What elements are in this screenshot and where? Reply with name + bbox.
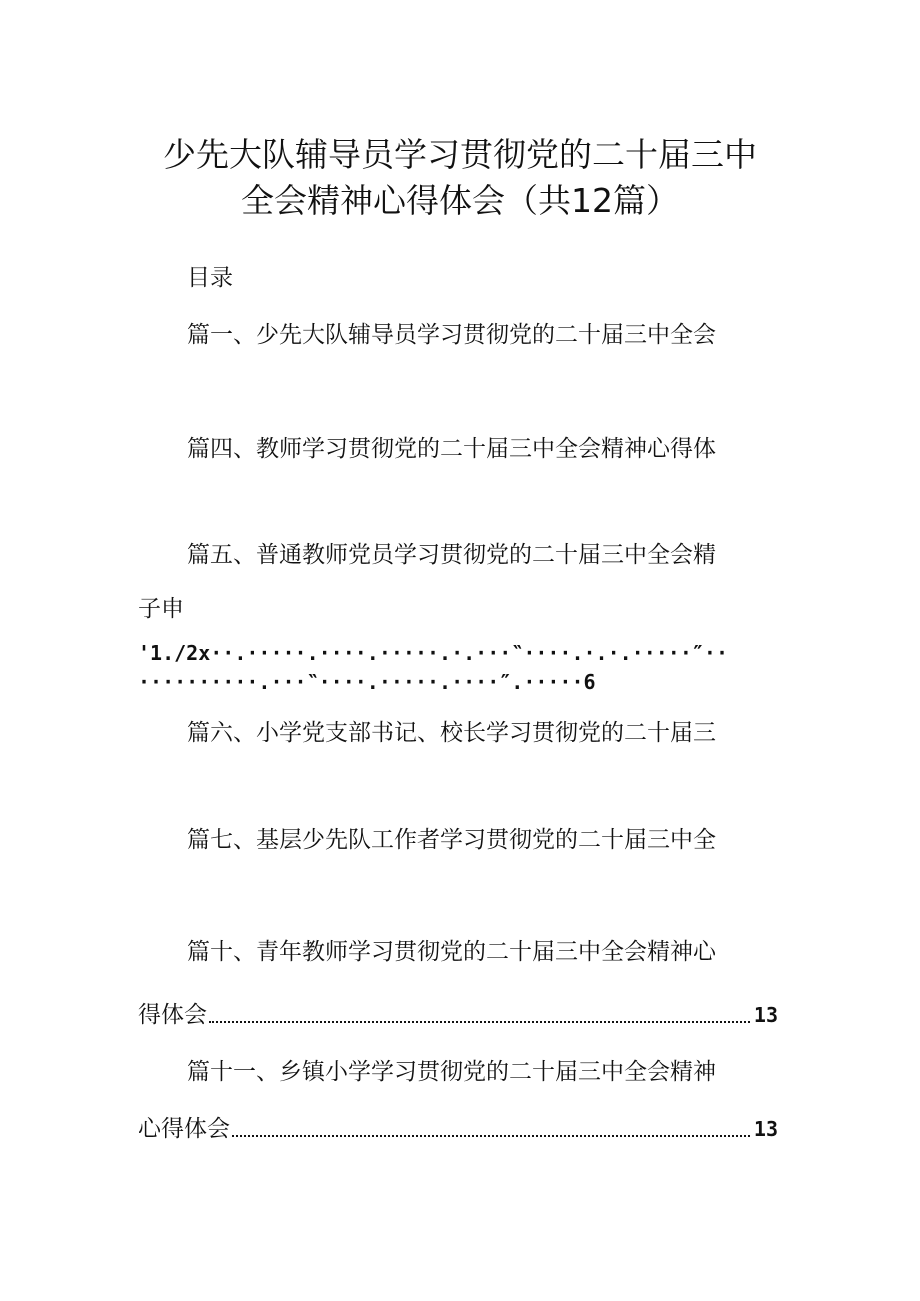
toc-entry-10-leader-row[interactable] xyxy=(138,1000,778,1030)
document-title-line-2: 全会精神心得体会（共12篇） xyxy=(241,181,679,220)
toc-entry-10[interactable]: 篇十、青年教师学习贯彻党的二十届三中全会精神心 xyxy=(187,939,716,965)
toc-entry-1[interactable]: 篇一、少先大队辅导员学习贯彻党的二十届三中全会 xyxy=(187,322,716,348)
page-number: 13 xyxy=(753,1117,778,1141)
toc-entry-11-continuation: 心得体会 xyxy=(138,1116,230,1142)
toc-entry-11-leader-row[interactable] xyxy=(138,1114,778,1144)
toc-entry-6[interactable]: 篇六、小学党支部书记、校长学习贯彻党的二十届三 xyxy=(187,720,716,746)
toc-entry-11[interactable]: 篇十一、乡镇小学学习贯彻党的二十届三中全会精神 xyxy=(187,1059,716,1085)
toc-entry-10-continuation: 得体会 xyxy=(138,1002,207,1028)
toc-heading: 目录 xyxy=(187,265,233,291)
dot-leader xyxy=(232,1135,750,1137)
document-title-line-1: 少先大队辅导员学习贯彻党的二十届三中 xyxy=(163,135,757,174)
toc-entry-4[interactable]: 篇四、教师学习贯彻党的二十届三中全会精神心得体 xyxy=(187,436,716,462)
dot-leader xyxy=(209,1021,750,1023)
toc-entry-5[interactable]: 篇五、普通教师党员学习贯彻党的二十届三中全会精 xyxy=(187,542,716,568)
toc-entry-5-garbled-leader-2: ··········.···‶····.·····.····″.·····6 xyxy=(138,670,596,694)
toc-entry-7[interactable]: 篇七、基层少先队工作者学习贯彻党的二十届三中全 xyxy=(187,827,716,853)
toc-entry-5-garbled-leader-1: '1./2x··.·····.····.·····.·.···‶····.·.·.·····″·· xyxy=(138,641,729,665)
page-number: 13 xyxy=(753,1003,778,1027)
toc-entry-5-continuation: 子申 xyxy=(138,596,184,622)
